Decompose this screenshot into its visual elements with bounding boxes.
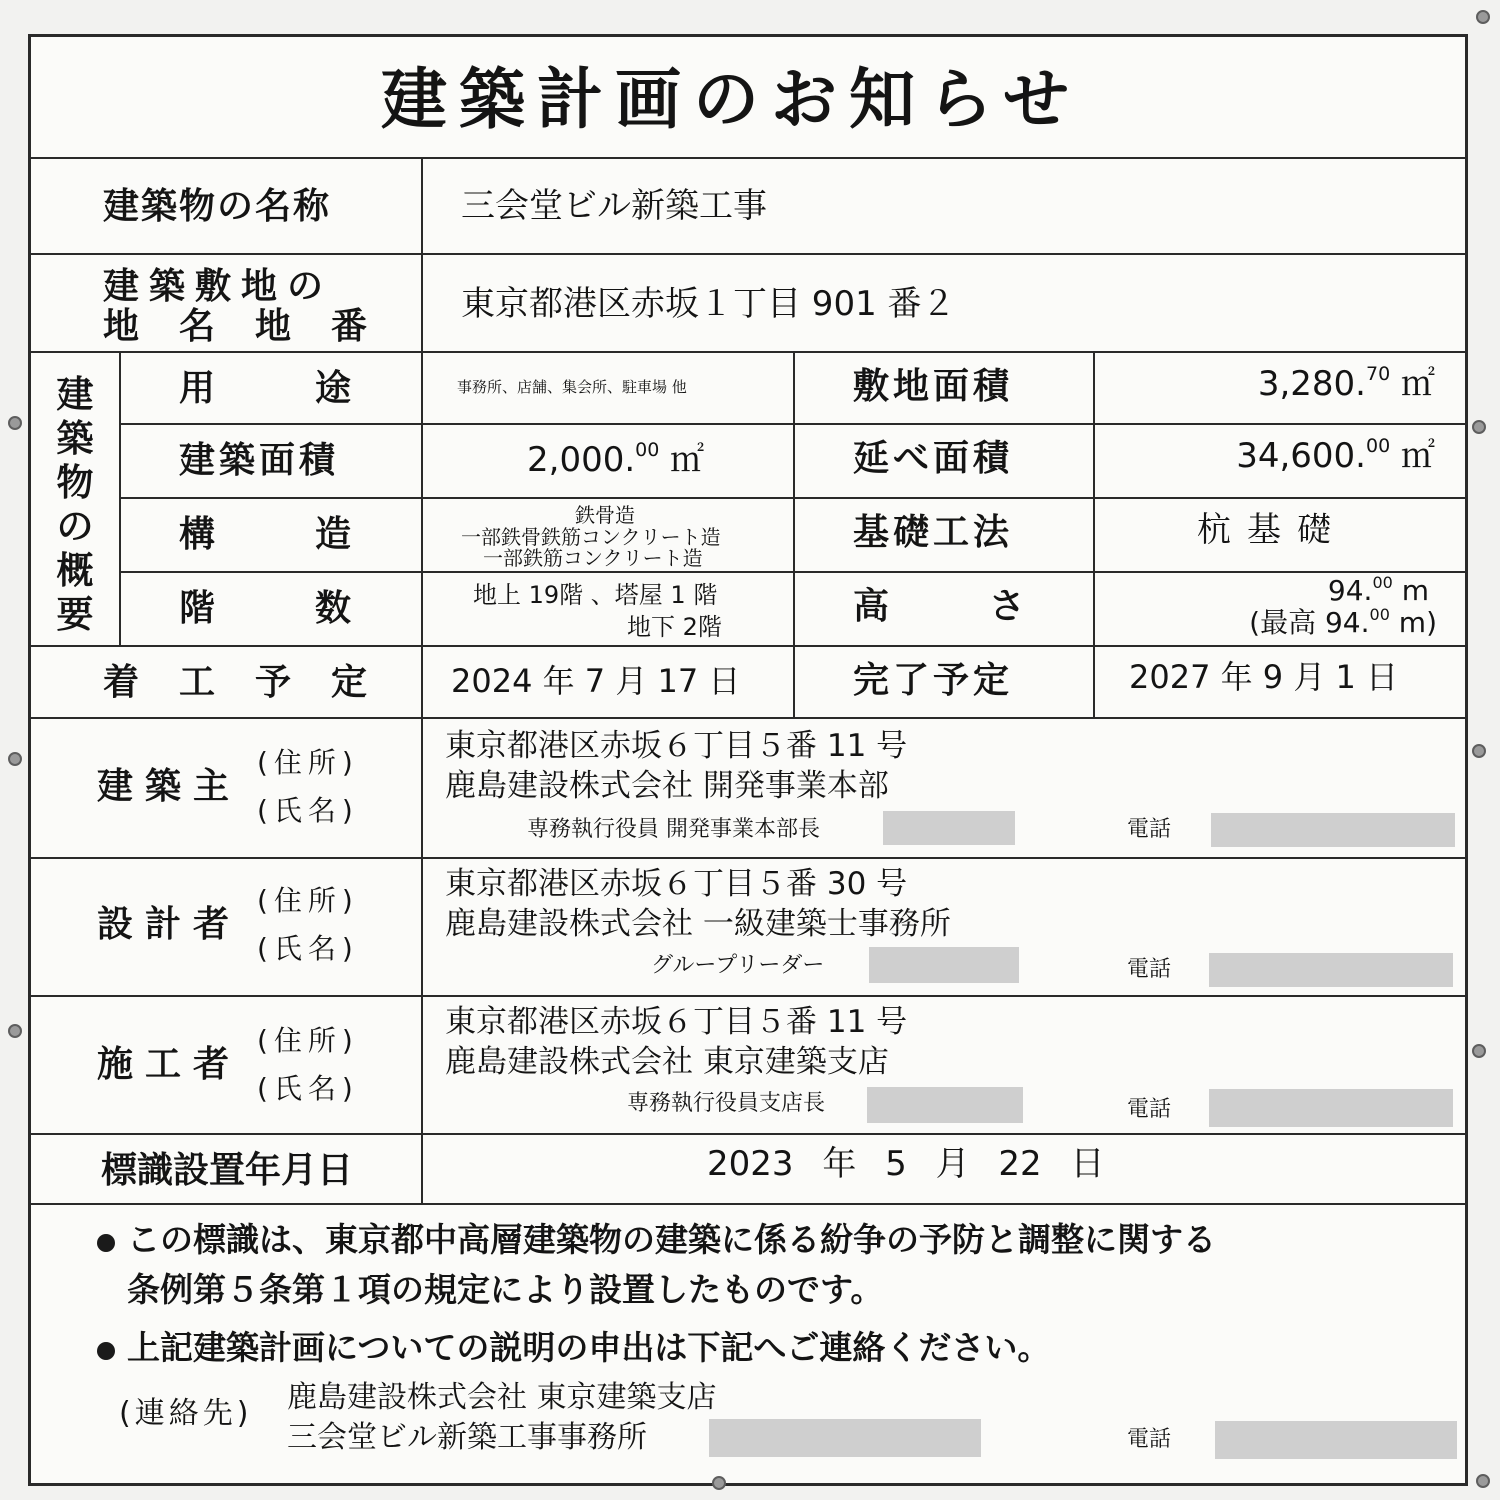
start-label: 着工予定 <box>103 662 408 703</box>
building-name-value: 三会堂ビル新築工事 <box>461 186 767 226</box>
contractor-person: 専務執行役員支店長 <box>627 1091 826 1116</box>
site-label-line1 <box>103 266 334 307</box>
screw-left-2 <box>8 752 22 766</box>
structure-line2: 一部鉄骨鉄筋コンクリート造 <box>461 525 721 549</box>
contact-phone-label: 電話 <box>1127 1427 1172 1452</box>
note2-bullet <box>97 1342 115 1360</box>
height-main: 94. <box>1327 574 1373 607</box>
building-area-value <box>527 439 705 480</box>
site-label-text-1: 建築敷地の <box>103 266 334 307</box>
screw-right-3 <box>1472 1044 1486 1058</box>
height-max-prefix: (最高 94. <box>1249 606 1370 639</box>
owner-phone-redacted <box>1211 813 1455 847</box>
contractor-phone-label: 電話 <box>1127 1097 1172 1122</box>
contact-phone-redacted <box>1215 1421 1457 1459</box>
building-name-label: 建築物の名称 <box>103 186 332 227</box>
site-area-value <box>1257 363 1435 404</box>
contact-label: (連絡先) <box>119 1396 253 1431</box>
completion-value: 2027 年 9 月 1 日 <box>1129 658 1399 696</box>
completion-label: 完了予定 <box>853 660 1014 701</box>
structure-line3: 一部鉄筋コンクリート造 <box>483 546 703 570</box>
contact-line2: 三会堂ビル新築工事事務所 <box>287 1420 647 1455</box>
screw-right-2 <box>1472 744 1486 758</box>
site-label-text-2: 地名地番 <box>103 306 408 347</box>
floor-area-main: 34,600. <box>1236 436 1366 476</box>
sign-date-value: 2023 年 5 月 22 日 <box>707 1144 1105 1184</box>
note2: 上記建築計画についての説明の申出は下記へご連絡ください。 <box>127 1328 1051 1367</box>
designer-addr-label: (住所) <box>257 884 359 917</box>
note1-bullet <box>97 1234 115 1252</box>
floor-area-dec: 00 <box>1366 435 1391 457</box>
designer-phone-redacted <box>1209 953 1453 987</box>
height-unit: m <box>1401 574 1429 607</box>
screw-bottom-right <box>1476 1474 1490 1488</box>
contact-line1: 鹿島建設株式会社 東京建築支店 <box>287 1380 717 1415</box>
owner-label: 建築主 <box>97 766 242 807</box>
contractor-label: 施工者 <box>97 1044 242 1085</box>
note1-line1: この標識は、東京都中高層建築物の建築に係る紛争の予防と調整に関する <box>127 1220 1216 1259</box>
screw-right-1 <box>1472 420 1486 434</box>
structure-label <box>179 514 452 555</box>
building-area-main: 2,000. <box>527 440 636 480</box>
screw-top-right <box>1476 10 1490 24</box>
building-area-dec: 00 <box>635 439 660 461</box>
use-value: 事務所、店舗、集会所、駐車場 他 <box>457 378 687 396</box>
start-value: 2024 年 7 月 17 日 <box>451 662 741 700</box>
floors-line2: 地下 2階 <box>627 613 722 641</box>
designer-phone-label: 電話 <box>1127 957 1172 982</box>
owner-name-label: (氏名) <box>257 794 359 827</box>
floors-line1: 地上 19階 、塔屋 1 階 <box>473 581 718 609</box>
use-label <box>179 368 452 409</box>
owner-addr-label: (住所) <box>257 746 359 779</box>
sign-date-label: 標識設置年月日 <box>101 1150 354 1191</box>
height-line2 <box>1249 605 1437 639</box>
designer-person-redacted <box>869 947 1019 983</box>
screw-left-3 <box>8 1024 22 1038</box>
owner-person: 専務執行役員 開発事業本部長 <box>527 817 820 842</box>
site-value: 東京都港区赤坂１丁目 901 番２ <box>461 284 956 324</box>
designer-person: グループリーダー <box>651 953 825 978</box>
owner-phone-label: 電話 <box>1127 817 1172 842</box>
overview-side-label: 建築物の概要 <box>56 373 94 636</box>
height-dec: 00 <box>1372 573 1393 592</box>
contractor-addr-label: (住所) <box>257 1024 359 1057</box>
height-line1 <box>1327 573 1429 607</box>
structure-label-text: 構造 <box>179 514 452 555</box>
designer-address: 東京都港区赤坂６丁目５番 30 号 <box>445 866 908 902</box>
structure-line1: 鉄骨造 <box>575 503 635 527</box>
use-label-text: 用途 <box>179 368 452 409</box>
contractor-address: 東京都港区赤坂６丁目５番 11 号 <box>445 1004 908 1040</box>
notice-title: 建築計画のお知らせ <box>381 61 1082 138</box>
contractor-phone-redacted <box>1209 1089 1453 1127</box>
height-max-unit: m) <box>1398 606 1437 639</box>
height-max-dec: 00 <box>1369 605 1390 624</box>
foundation-label: 基礎工法 <box>853 512 1014 553</box>
site-area-unit: ㎡ <box>1401 364 1435 404</box>
owner-address: 東京都港区赤坂６丁目５番 11 号 <box>445 728 908 764</box>
site-area-dec: 70 <box>1366 363 1391 385</box>
site-area-label: 敷地面積 <box>853 366 1014 407</box>
designer-label: 設計者 <box>97 904 242 945</box>
designer-name: 鹿島建設株式会社 一級建築士事務所 <box>445 906 951 942</box>
designer-name-label: (氏名) <box>257 932 359 965</box>
floor-area-label: 延べ面積 <box>853 438 1014 479</box>
contractor-name: 鹿島建設株式会社 東京建築支店 <box>445 1044 889 1080</box>
owner-name: 鹿島建設株式会社 開発事業本部 <box>445 768 889 804</box>
floors-label-text: 階数 <box>179 588 452 629</box>
height-label <box>853 586 1126 627</box>
site-label-line2 <box>103 306 408 347</box>
site-area-main: 3,280. <box>1257 364 1366 404</box>
contractor-person-redacted <box>867 1087 1023 1123</box>
floor-area-value <box>1236 435 1435 476</box>
contractor-name-label: (氏名) <box>257 1072 359 1105</box>
floors-label <box>179 588 452 629</box>
building-area-unit: ㎡ <box>670 440 705 480</box>
owner-person-redacted <box>883 811 1015 845</box>
note1-line2: 条例第５条第１項の規定により設置したものです。 <box>127 1270 884 1309</box>
height-label-text: 高さ <box>853 586 1126 627</box>
contact-name-redacted <box>709 1419 981 1457</box>
notice-board <box>28 34 1468 1486</box>
building-area-label: 建築面積 <box>179 440 340 481</box>
foundation-value: 杭基礎 <box>1197 510 1347 550</box>
floor-area-unit: ㎡ <box>1401 436 1435 476</box>
screw-left-1 <box>8 416 22 430</box>
screw-bottom-mid <box>712 1476 726 1490</box>
